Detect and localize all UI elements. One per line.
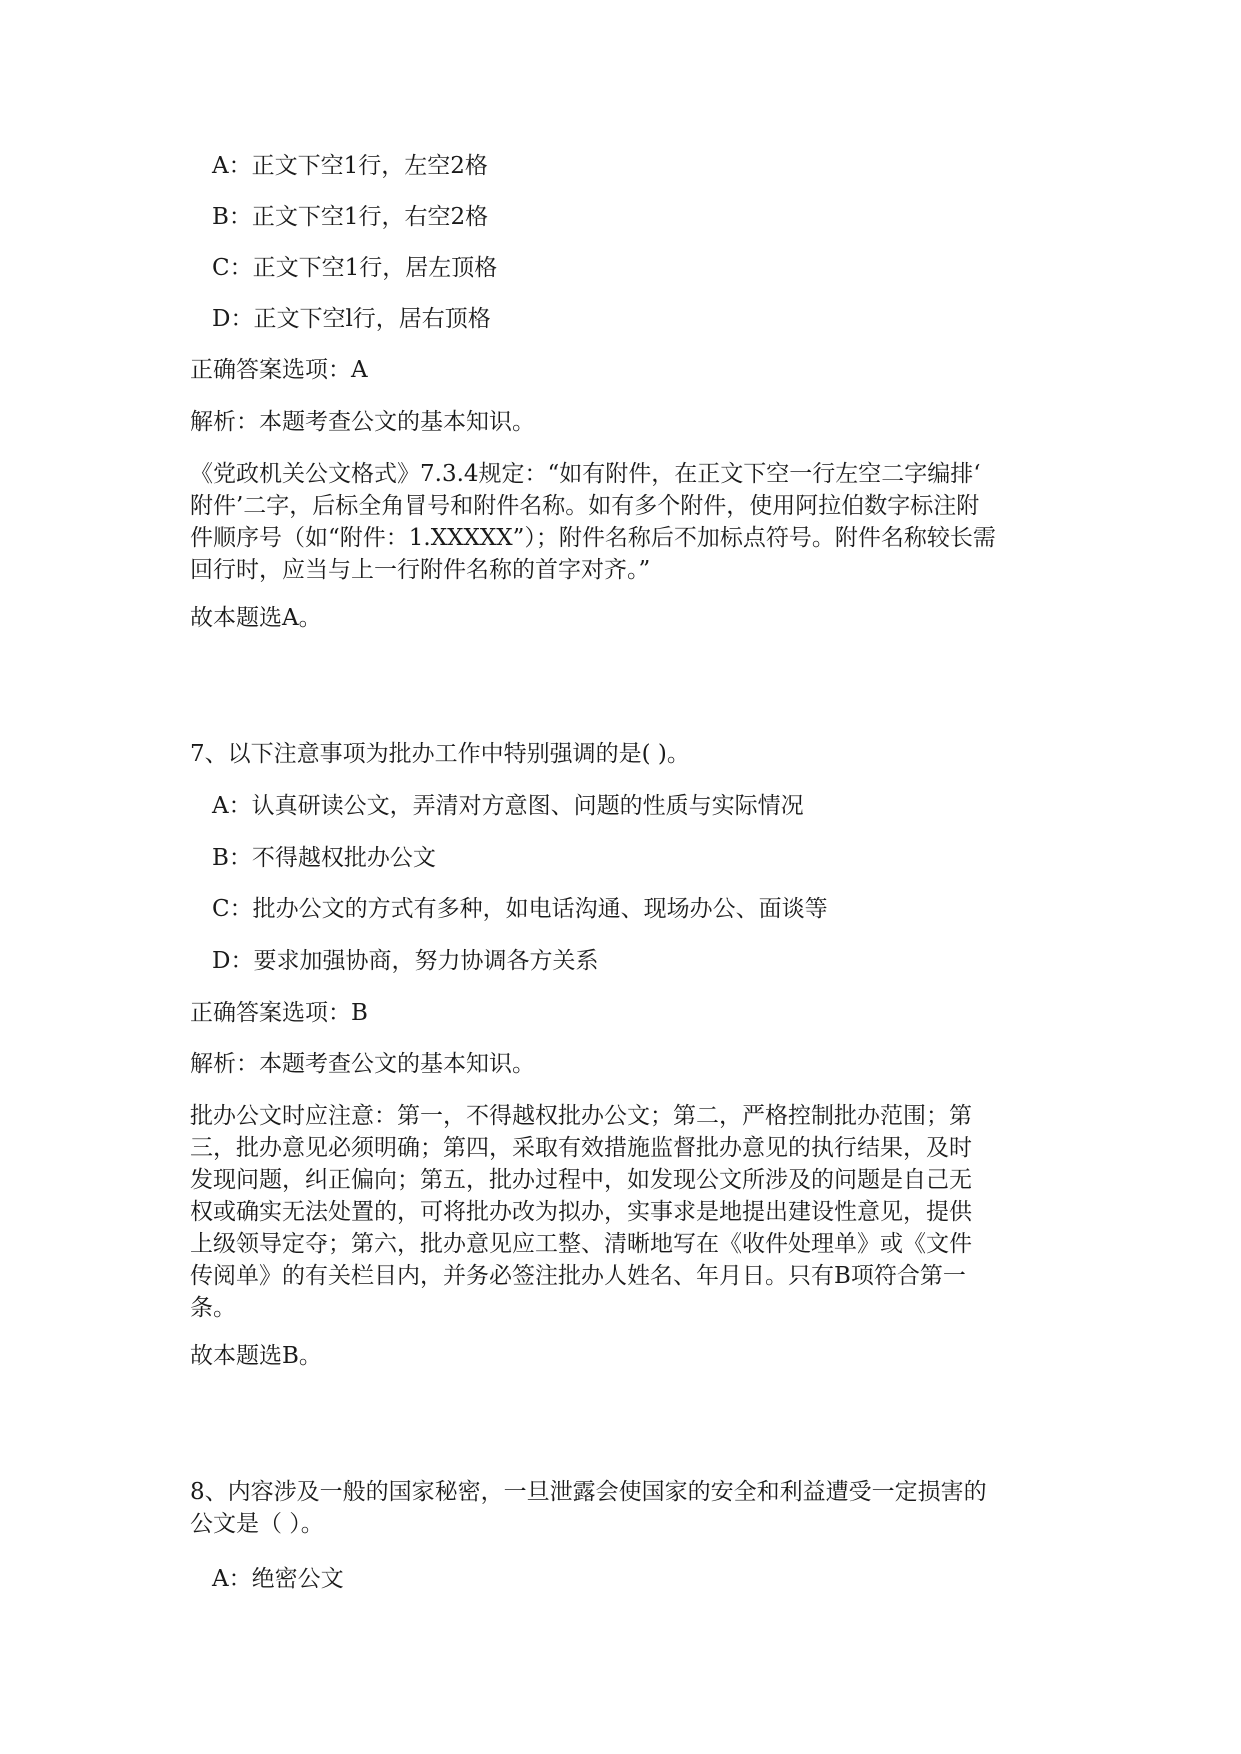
q7-explanation-line: 批办公文时应注意：第一，不得越权批办公文；第二，严格控制批办范围；第 (190, 1103, 972, 1129)
q7-explanation-line: 发现问题，纠正偏向；第五，批办过程中，如发现公文所涉及的问题是自己无 (190, 1167, 972, 1193)
q6-explanation-line: 件顺序号（如“附件：1.XXXXX”）；附件名称后不加标点符号。附件名称较长需 (190, 525, 996, 551)
q7-explanation-line: 权或确实无法处置的，可将批办改为拟办，实事求是地提出建设性意见，提供 (190, 1199, 972, 1225)
q7-explanation (190, 1100, 1062, 1324)
q6-explanation (190, 458, 1062, 586)
q6-explanation-line: 回行时，应当与上一行附件名称的首字对齐。” (190, 557, 651, 583)
q8-option-a: A：绝密公文 (212, 1566, 344, 1592)
q7-option-a: A：认真研读公文，弄清对方意图、问题的性质与实际情况 (212, 793, 804, 819)
q7-option-b: B：不得越权批办公文 (212, 845, 436, 871)
q7-analysis: 解析：本题考查公文的基本知识。 (190, 1051, 535, 1077)
q7-explanation-line: 传阅单》的有关栏目内，并务必签注批办人姓名、年月日。只有B项符合第一 (190, 1263, 966, 1289)
q6-option-a: A：正文下空1行，左空2格 (212, 153, 488, 179)
q7-option-d: D：要求加强协商，努力协调各方关系 (212, 948, 599, 974)
q6-explanation-line: 附件’二字，后标全角冒号和附件名称。如有多个附件，使用阿拉伯数字标注附 (190, 493, 980, 519)
q6-conclusion: 故本题选A。 (190, 605, 322, 631)
q7-explanation-line: 条。 (190, 1295, 236, 1321)
q7-explanation-line: 上级领导定夺；第六，批办意见应工整、清晰地写在《收件处理单》或《文件 (190, 1231, 972, 1257)
q7-option-c: C：批办公文的方式有多种，如电话沟通、现场办公、面谈等 (212, 896, 828, 922)
q8-question-line: 8、内容涉及一般的国家秘密，一旦泄露会使国家的安全和利益遭受一定损害的 (190, 1479, 987, 1505)
q8-question-line: 公文是（ ）。 (190, 1511, 324, 1537)
q7-question: 7、以下注意事项为批办工作中特别强调的是( )。 (190, 741, 690, 767)
q7-conclusion: 故本题选B。 (190, 1343, 322, 1369)
q6-option-b: B：正文下空1行，右空2格 (212, 204, 489, 230)
q6-answer: 正确答案选项：A (190, 357, 368, 383)
q8-question (190, 1476, 1062, 1540)
q6-explanation-line: 《党政机关公文格式》7.3.4规定：“如有附件，在正文下空一行左空二字编排‘ (190, 461, 981, 487)
q7-explanation-line: 三，批办意见必须明确；第四，采取有效措施监督批办意见的执行结果，及时 (190, 1135, 972, 1161)
q6-option-d: D：正文下空l行，居右顶格 (212, 306, 491, 332)
q6-option-c: C：正文下空1行，居左顶格 (212, 255, 498, 281)
q6-analysis: 解析：本题考查公文的基本知识。 (190, 409, 535, 435)
q7-answer: 正确答案选项：B (190, 1000, 368, 1026)
